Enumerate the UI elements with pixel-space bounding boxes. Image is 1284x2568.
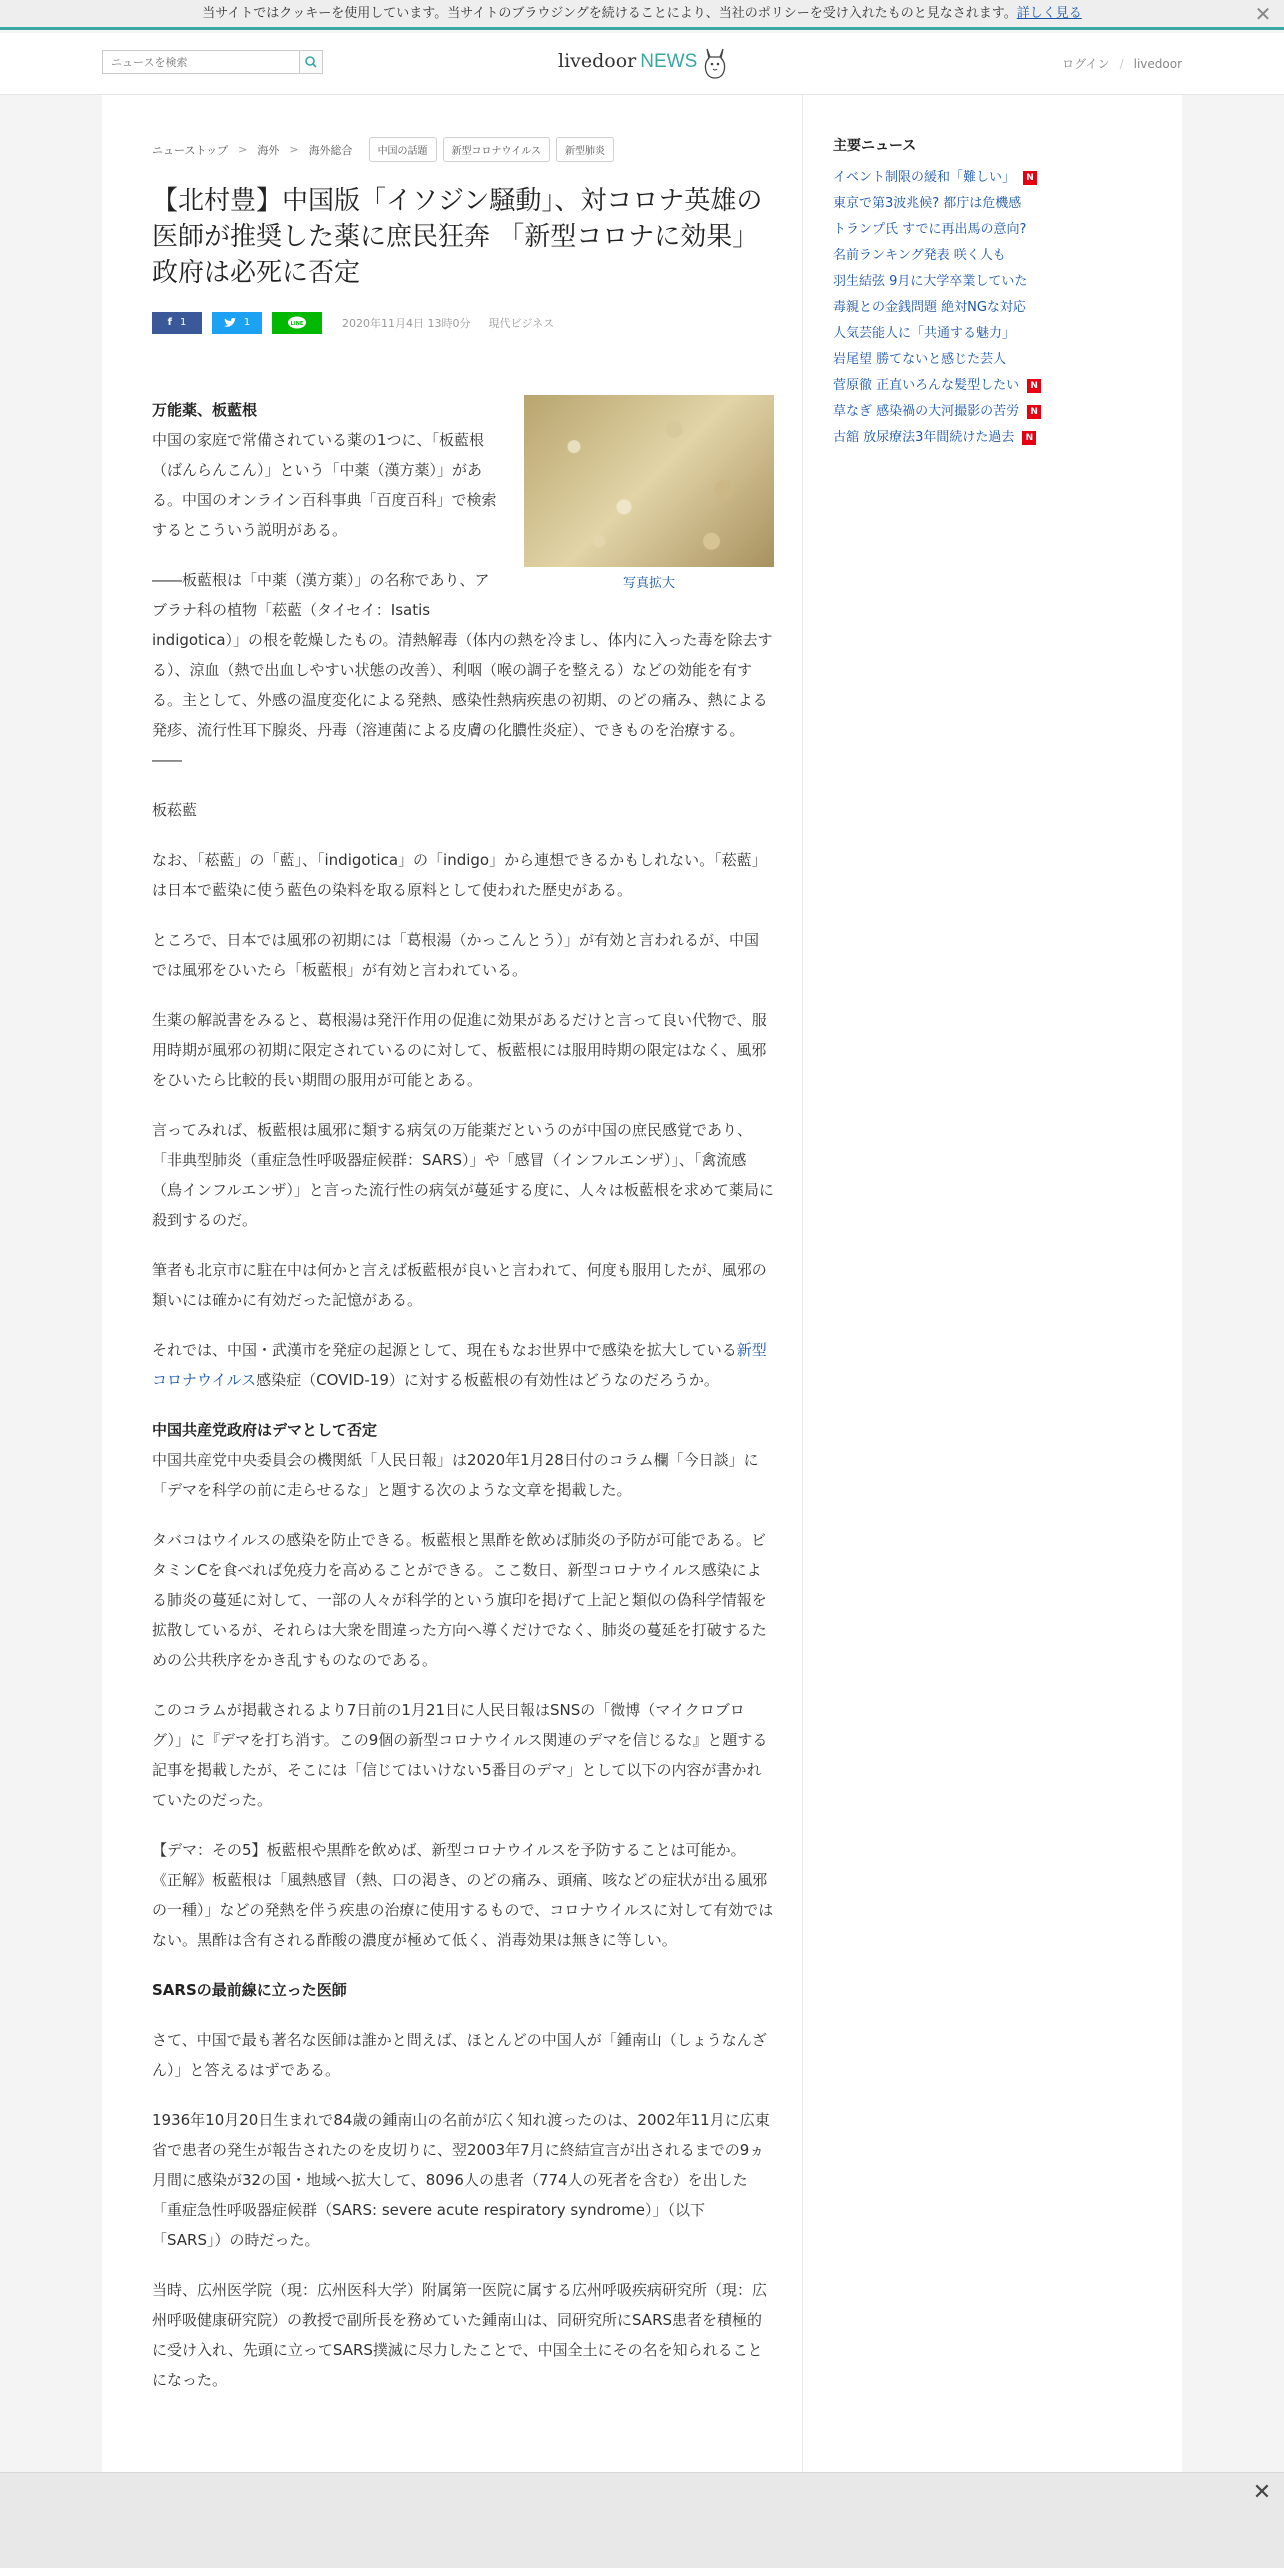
- paragraph: このコラムが掲載されるより7日前の1月21日に人民日報はSNSの「微博（マイクロブログ）」に『デマを打ち消す。この9個の新型コロナウイルス関連のデマを信じるな』と題する記事を掲載したが、そこには「信じてはいけない5番目のデマ」として以下の内容が書かれていたのだった。: [152, 1701, 768, 1809]
- paragraph: 生薬の解説書をみると、葛根湯は発汗作用の促進に効果があるだけと言って良い代物で、服用時期が風邪の初期に限定されているのに対して、板藍根には服用時期の限定はなく、風邪をひいたら比較的長い期間の服用が可能とある。: [152, 1011, 767, 1089]
- topic-tags: [369, 137, 620, 162]
- article-source[interactable]: 現代ビジネス: [488, 317, 555, 330]
- news-item-link[interactable]: 東京で第3波兆候? 都庁は危機感: [833, 196, 1022, 211]
- paragraph-text: 【デマ：その5】板藍根や黒酢を飲めば、新型コロナウイルスを予防することは可能か。: [152, 1841, 746, 1859]
- news-item[interactable]: [833, 321, 1041, 347]
- news-item-link[interactable]: 羽生結弦 9月に大学卒業していた: [833, 274, 1028, 289]
- login-link[interactable]: ログイン: [1062, 57, 1110, 71]
- site-logo[interactable]: [558, 50, 697, 80]
- sidebar: [802, 95, 1182, 2555]
- cookie-text: 当サイトではクッキーを使用しています。当サイトのブラウジングを続けることにより、当社のポリシーを受け入れたものと見なされます。: [202, 6, 1017, 21]
- breadcrumb-item[interactable]: ニューストップ: [152, 143, 229, 157]
- paragraph: 中国の家庭で常備されている薬の1つに、「板藍根（ばんらんこん）」という「中薬（漢方薬）」がある。中国のオンライン百科事典「百度百科」で検索するとこういう説明がある。: [152, 431, 497, 539]
- twitter-icon: [224, 318, 236, 328]
- news-item-link[interactable]: 古舘 放尿療法3年間続けた過去: [833, 430, 1015, 445]
- news-item-link[interactable]: 草なぎ 感染禍の大河撮影の苦労: [833, 404, 1020, 419]
- paragraph: 1936年10月20日生まれで84歳の鍾南山の名前が広く知れ渡ったのは、2002年11月に広東省で患者の発生が報告されたのを皮切りに、翌2003年7月に終結宣言が出されるまでの9ヵ月間に感染が32の国・地域へ拡大して、8096人の患者（774人の死者を含む）を出した「重症急性呼吸器症候群（SARS: severe acute respiratory syndrome）」（以下「SARS」）の時だった。: [152, 2111, 770, 2249]
- logo-livedoor: livedoor: [558, 50, 637, 72]
- livedoor-link[interactable]: livedoor: [1133, 57, 1182, 71]
- svg-text:LINE: LINE: [290, 321, 304, 327]
- search-input[interactable]: [102, 50, 300, 74]
- new-badge: N: [1023, 171, 1037, 185]
- header-links: [1062, 55, 1182, 72]
- paragraph: 言ってみれば、板藍根は風邪に類する病気の万能薬だというのが中国の庶民感覚であり、「非典型肺炎（重症急性呼吸器症候群：SARS）」や「感冒（インフルエンザ）」、「禽流感（鳥インフルエンザ）」と言った流行性の病気が蔓延する度に、人々は板藍根を求めて薬局に殺到するのだ。: [152, 1121, 774, 1229]
- sidebar-title: 主要ニュース: [833, 138, 917, 154]
- article-photo[interactable]: [524, 395, 774, 597]
- paragraph: [152, 1335, 774, 1395]
- twitter-share-count: 1: [243, 317, 251, 328]
- section-heading: SARSの最前線に立った医師: [152, 1981, 347, 1999]
- line-icon: [287, 316, 307, 330]
- new-badge: N: [1027, 405, 1041, 419]
- news-item[interactable]: [833, 399, 1041, 425]
- news-item[interactable]: [833, 373, 1041, 399]
- photo-image[interactable]: [524, 395, 774, 567]
- article-body: [152, 395, 774, 2415]
- news-item-link[interactable]: トランプ氏 すでに再出馬の意向?: [833, 222, 1027, 237]
- section-heading: 中国共産党政府はデマとして否定: [152, 1421, 378, 1439]
- breadcrumb: [152, 137, 620, 162]
- news-item[interactable]: [833, 191, 1041, 217]
- paragraph: [152, 1835, 774, 1955]
- facebook-icon: f: [167, 317, 172, 328]
- breadcrumb-separator: >: [289, 143, 299, 156]
- article-title: 【北村豊】中国版「イソジン騒動」、対コロナ英雄の医師が推奨した薬に庶民狂奔 「新型コロナに効果」政府は必死に否定: [152, 186, 763, 288]
- search-button[interactable]: [299, 50, 323, 74]
- topic-tag[interactable]: 中国の話題: [369, 137, 437, 162]
- cookie-close-icon[interactable]: ✕: [1254, 2, 1272, 26]
- topic-tag[interactable]: 新型肺炎: [556, 137, 614, 162]
- news-item[interactable]: [833, 269, 1041, 295]
- topic-tag[interactable]: 新型コロナウイルス: [443, 137, 550, 162]
- news-item[interactable]: [833, 425, 1041, 451]
- new-badge: N: [1027, 379, 1041, 393]
- breadcrumb-item[interactable]: 海外総合: [308, 143, 353, 157]
- news-item-link[interactable]: 岩尾望 勝てないと感じた芸人: [833, 352, 1007, 367]
- paragraph: ところで、日本では風邪の初期には「葛根湯（かっこんとう）」が有効と言われるが、中国では風邪をひいたら「板藍根」が有効と言われている。: [152, 931, 760, 979]
- paragraph: なお、「菘藍」の「藍」、「indigotica」の「indigo」から連想できるかもしれない。「菘藍」は日本で藍染に使う藍色の染料を取る原料として使われた歴史がある。: [152, 851, 767, 899]
- covid-topic-link[interactable]: 新型コロナウイルス: [152, 1341, 767, 1389]
- bottom-ad-bar: [0, 2472, 1284, 2568]
- paragraph: 中国共産党中央委員会の機関紙「人民日報」は2020年1月28日付のコラム欄「今日談」に「デマを科学の前に走らせるな」と題する次のような文章を掲載した。: [152, 1451, 759, 1499]
- facebook-share-count: 1: [179, 317, 187, 328]
- news-item[interactable]: [833, 165, 1041, 191]
- photo-enlarge-link[interactable]: 写真拡大: [622, 576, 675, 591]
- breadcrumb-separator: >: [238, 143, 248, 156]
- twitter-share-button[interactable]: [212, 312, 262, 334]
- news-item-link[interactable]: 菅原徹 正直いろんな髪型したい: [833, 378, 1020, 393]
- news-item-link[interactable]: イベント制限の緩和「難しい」: [833, 170, 1016, 185]
- paragraph-text: 感染症（COVID-19）に対する板藍根の有効性はどうなのだろうか。: [256, 1371, 719, 1389]
- line-share-button[interactable]: [272, 312, 322, 334]
- close-icon[interactable]: ✕: [1252, 2480, 1272, 2505]
- article-meta: [342, 315, 554, 331]
- top-news-list: [833, 165, 1041, 451]
- mascot-icon: [700, 43, 730, 81]
- paragraph: さて、中国で最も著名な医師は誰かと問えば、ほとんどの中国人が「鍾南山（しょうなんざん）」と答えるはずである。: [152, 2031, 767, 2079]
- paragraph: 当時、広州医学院（現：広州医科大学）附属第一医院に属する広州呼吸疾病研究所（現：広州呼吸健康研究院）の教授で副所長を務めていた鍾南山は、同研究所にSARS患者を積極的に受け入れ、先頭に立ってSARS撲滅に尽力したことで、中国全土にその名を知られることになった。: [152, 2281, 768, 2389]
- share-bar: [152, 312, 554, 334]
- paragraph-text: 《正解》板藍根は「風熱感冒（熱、口の渇き、のどの痛み、頭痛、咳などの症状が出る風邪の一種）」などの発熱を伴う疾患の治療に使用するもので、コロナウイルスに対して有効ではない。黒酢は含有される酢酸の濃度が極めて低く、消毒効果は無きに等しい。: [152, 1871, 774, 1949]
- section-heading: 万能薬、板藍根: [152, 401, 258, 419]
- news-item-link[interactable]: 毒親との金銭問題 絶対NGな対応: [833, 300, 1026, 315]
- new-badge: N: [1022, 431, 1036, 445]
- paragraph: 板菘藍: [152, 801, 198, 819]
- facebook-share-button[interactable]: [152, 312, 202, 334]
- site-header: [0, 33, 1284, 95]
- search-icon: [300, 51, 322, 73]
- cookie-policy-link[interactable]: 詳しく見る: [1016, 6, 1082, 21]
- cookie-banner: [0, 0, 1284, 30]
- logo-news: NEWS: [640, 51, 698, 72]
- paragraph: ――板藍根は「中薬（漢方薬）」の名称であり、アブラナ科の植物「菘藍（タイセイ：Isatis indigotica）」の根を乾燥したもの。清熱解毒（体内の熱を冷まし、体内に入った毒を除去する）、涼血（熱で出血しやすい状態の改善）、利咽（喉の調子を整える）などの効能を有する。主として、外感の温度変化による発熱、感染性熱病疾患の初期、のどの痛み、熱による発疹、流行性耳下腺炎、丹毒（溶連菌による皮膚の化膿性炎症）、できものを治療する。――: [152, 571, 773, 769]
- news-item-link[interactable]: 名前ランキング発表 咲く人も: [833, 248, 1006, 263]
- news-item[interactable]: [833, 243, 1041, 269]
- news-item[interactable]: [833, 217, 1041, 243]
- news-item[interactable]: [833, 295, 1041, 321]
- paragraph-text: それでは、中国・武漢市を発症の起源として、現在もなお世界中で感染を拡大している: [152, 1341, 737, 1359]
- article-date: 2020年11月4日 13時0分: [342, 317, 471, 330]
- header-link-separator: /: [1119, 57, 1124, 71]
- news-item[interactable]: [833, 347, 1041, 373]
- paragraph: タバコはウイルスの感染を防止できる。板藍根と黒酢を飲めば肺炎の予防が可能である。ビタミンCを食べれば免疫力を高めることができる。ここ数日、新型コロナウイルス感染による肺炎の蔓延に対して、一部の人々が科学的という旗印を掲げて上記と類似の偽科学情報を拡散しているが、それらは大衆を間違った方向へ導くだけでなく、肺炎の蔓延を打破するための公共秩序をかき乱すものなのである。: [152, 1531, 767, 1669]
- paragraph: 筆者も北京市に駐在中は何かと言えば板藍根が良いと言われて、何度も服用したが、風邪の類いには確かに有効だった記憶がある。: [152, 1261, 767, 1309]
- news-item-link[interactable]: 人気芸能人に「共通する魅力」: [833, 326, 1016, 341]
- main-content: [102, 95, 802, 2555]
- breadcrumb-item[interactable]: 海外: [257, 143, 280, 157]
